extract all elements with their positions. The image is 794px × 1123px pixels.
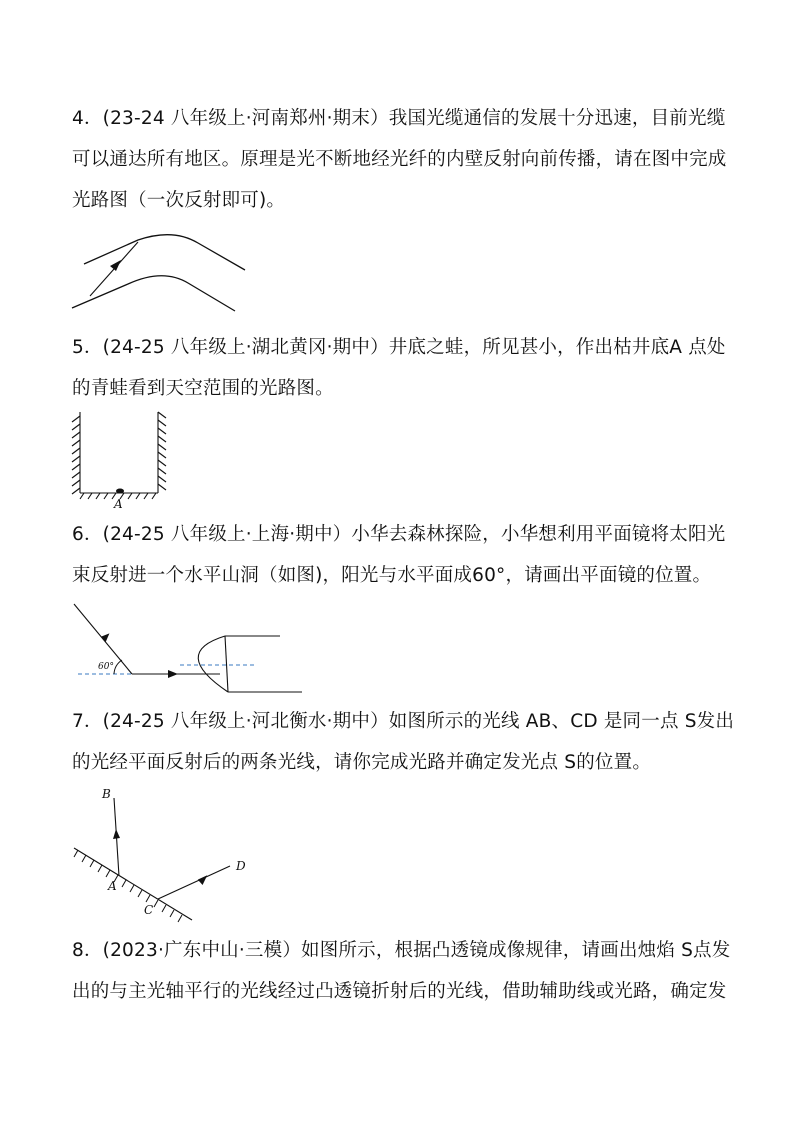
- angle-label: 60°: [98, 662, 114, 672]
- mirror-rays-figure: [70, 784, 254, 924]
- mirror-hatch: [74, 850, 182, 922]
- ray-ab-arrow: [113, 829, 120, 839]
- q7-text-line-2: 的光经平面反射后的两条光线，请你完成光路并确定发光点 S的位置。: [72, 752, 652, 773]
- q5-text-line-1: 5．(24-25 八年级上·湖北黄冈·期中）井底之蛙，所见甚小，作出枯井底A 点处: [72, 337, 726, 358]
- label-a: A: [108, 879, 117, 893]
- label-d: D: [236, 859, 246, 873]
- well-right-wall-hatch: [158, 412, 166, 493]
- q4-text-line-3: 光路图（一次反射即可)。: [72, 190, 286, 211]
- angle-arc: [114, 660, 122, 674]
- fiber-upper-wall: [84, 235, 245, 270]
- fiber-lower-wall: [72, 276, 235, 311]
- frog-point: [116, 489, 124, 494]
- cave-ray-arrow: [168, 670, 178, 678]
- q5-text-line-2: 的青蛙看到天空范围的光路图。: [72, 378, 334, 399]
- well-figure: [68, 410, 178, 512]
- label-b: B: [102, 787, 111, 801]
- ray-cd: [158, 866, 230, 899]
- q8-text-line-1: 8．(2023·广东中山·三模）如图所示，根据凸透镜成像规律，请画出烛焰 S点发: [72, 940, 731, 961]
- q4-text-line-2: 可以通达所有地区。原理是光不断地经光纤的内壁反射向前传播，请在图中完成: [72, 149, 727, 170]
- q6-text-line-1: 6．(24-25 八年级上·上海·期中）小华去森林探险，小华想利用平面镜将太阳光: [72, 524, 726, 545]
- cave-mouth-arc: [198, 636, 228, 692]
- point-a-label: A: [114, 497, 123, 511]
- cave-figure: [70, 598, 306, 696]
- q7-text-line-1: 7．(24-25 八年级上·河北衡水·期中）如图所示的光线 AB、CD 是同一点 S发出: [72, 711, 735, 732]
- cave-mouth-line: [225, 636, 228, 692]
- q4-text-line-1: 4．(23-24 八年级上·河南郑州·期末）我国光缆通信的发展十分迅速，目前光缆: [72, 108, 726, 129]
- sun-ray-arrow: [101, 633, 110, 643]
- q8-text-line-2: 出的与主光轴平行的光线经过凸透镜折射后的光线，借助辅助线或光路，确定发: [72, 981, 727, 1002]
- ray-arrow: [110, 260, 121, 271]
- optical-fiber-figure: [68, 228, 252, 314]
- label-c: C: [144, 903, 154, 917]
- plane-mirror: [74, 848, 192, 920]
- well-left-wall-hatch: [72, 412, 80, 494]
- q6-text-line-2: 束反射进一个水平山洞（如图)，阳光与水平面成60°，请画出平面镜的位置。: [72, 565, 712, 586]
